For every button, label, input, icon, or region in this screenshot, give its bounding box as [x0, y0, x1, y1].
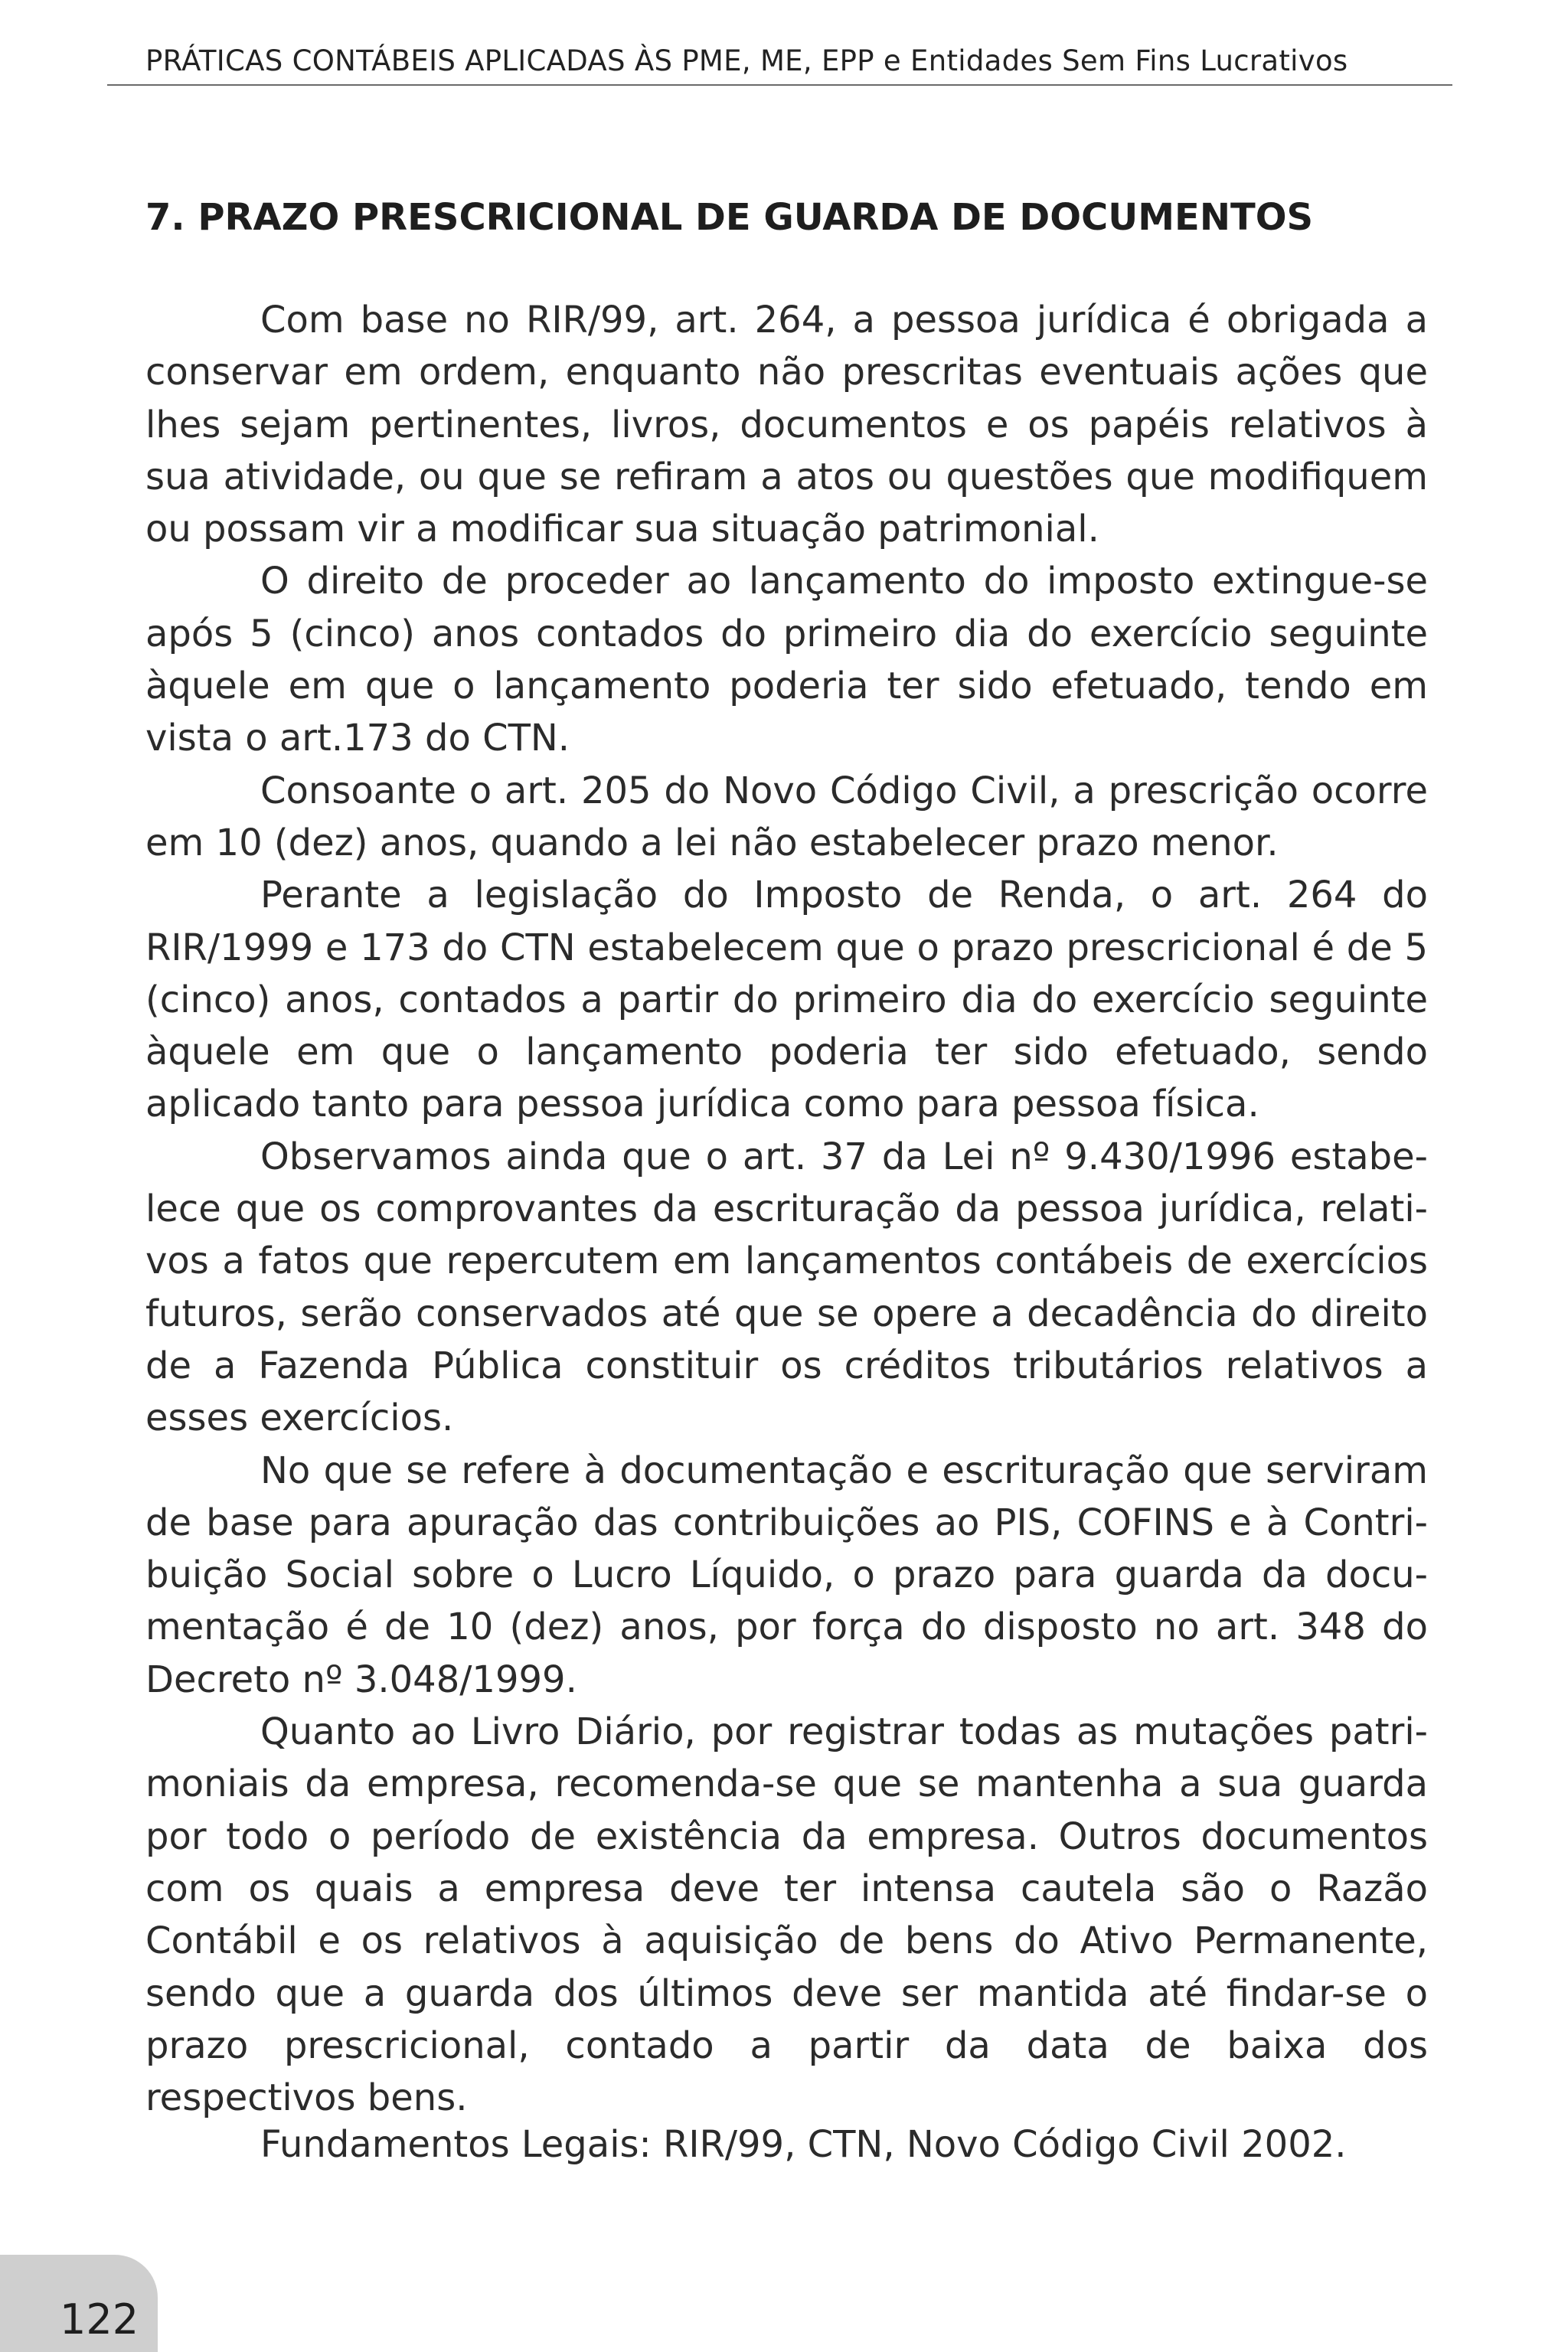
running-header: PRÁTICAS CONTÁBEIS APLICADAS ÀS PME, ME, EPP e Entidades Sem Fins Lucrativos [145, 44, 1348, 77]
paragraph-pis-cofins: No que se refere à documentação e escrituração que serviram de base para apuração das contribuições ao PIS, COFINS e à Contribuição Social sobre o Lucro Líquido, o prazo para guarda da documentação é de 10 (dez) anos, por força do disposto no art. 348 do Decreto nº 3.048/1999. [145, 1449, 1428, 1701]
body-text [145, 294, 1428, 2124]
paragraph-codigo-civil: Consoante o art. 205 do Novo Código Civil, a prescrição ocorre em 10 (dez) anos, quando a lei não estabelecer prazo menor. [145, 769, 1428, 864]
section-title: 7. PRAZO PRESCRICIONAL DE GUARDA DE DOCUMENTOS [145, 196, 1314, 239]
paragraph-rir-art-264: Com base no RIR/99, art. 264, a pessoa jurídica é obrigada a conservar em ordem, enquanto não prescritas eventuais ações que lhes sejam pertinentes, livros, documentos e os papéis relativos à sua atividade, ou que se refiram a atos ou questões que modifiquem ou possam vir a modificar sua situação patrimonial. [145, 299, 1428, 551]
page-number: 122 [60, 2295, 139, 2344]
paragraph-imposto-renda: Perante a legislação do Imposto de Renda, o art. 264 do RIR/1999 e 173 do CTN estabelecem que o prazo prescricional é de 5 (cinco) anos, contados a partir do primeiro dia do exercício seguinte àquele em que o lançamento poderia ter sido efetuado, sendo aplicado tanto para pessoa jurídica como para pessoa física. [145, 874, 1428, 1126]
legal-foundations: Fundamentos Legais: RIR/99, CTN, Novo Código Civil 2002. [260, 2123, 1347, 2166]
paragraph-direito-lancamento: O direito de proceder ao lançamento do imposto extingue-se após 5 (cinco) anos contados do primeiro dia do exercício seguinte àquele em que o lançamento poderia ter sido efetuado, tendo em vista o art.173 do CTN. [145, 560, 1428, 760]
paragraph-livro-diario: Quanto ao Livro Diário, por registrar todas as mutações patrimoniais da empresa, recomenda-se que se mantenha a sua guarda por todo o período de existência da empresa. Outros documentos com os quais a empresa deve ter intensa cautela são o Razão Contábil e os relativos à aquisição de bens do Ativo Permanente, sendo que a guarda dos últimos deve ser mantida até findar-se o prazo prescricional, contado a partir da data de baixa dos respectivos bens. [145, 1710, 1428, 2120]
paragraph-lei-9430: Observamos ainda que o art. 37 da Lei nº 9.430/1996 estabelece que os comprovantes da escrituração da pessoa jurídica, relativos a fatos que repercutem em lançamentos contábeis de exercícios futuros, serão conservados até que se opere a decadência do direito de a Fazenda Pública constituir os créditos tributários relativos a esses exercícios. [145, 1135, 1428, 1440]
header-rule [107, 84, 1452, 86]
